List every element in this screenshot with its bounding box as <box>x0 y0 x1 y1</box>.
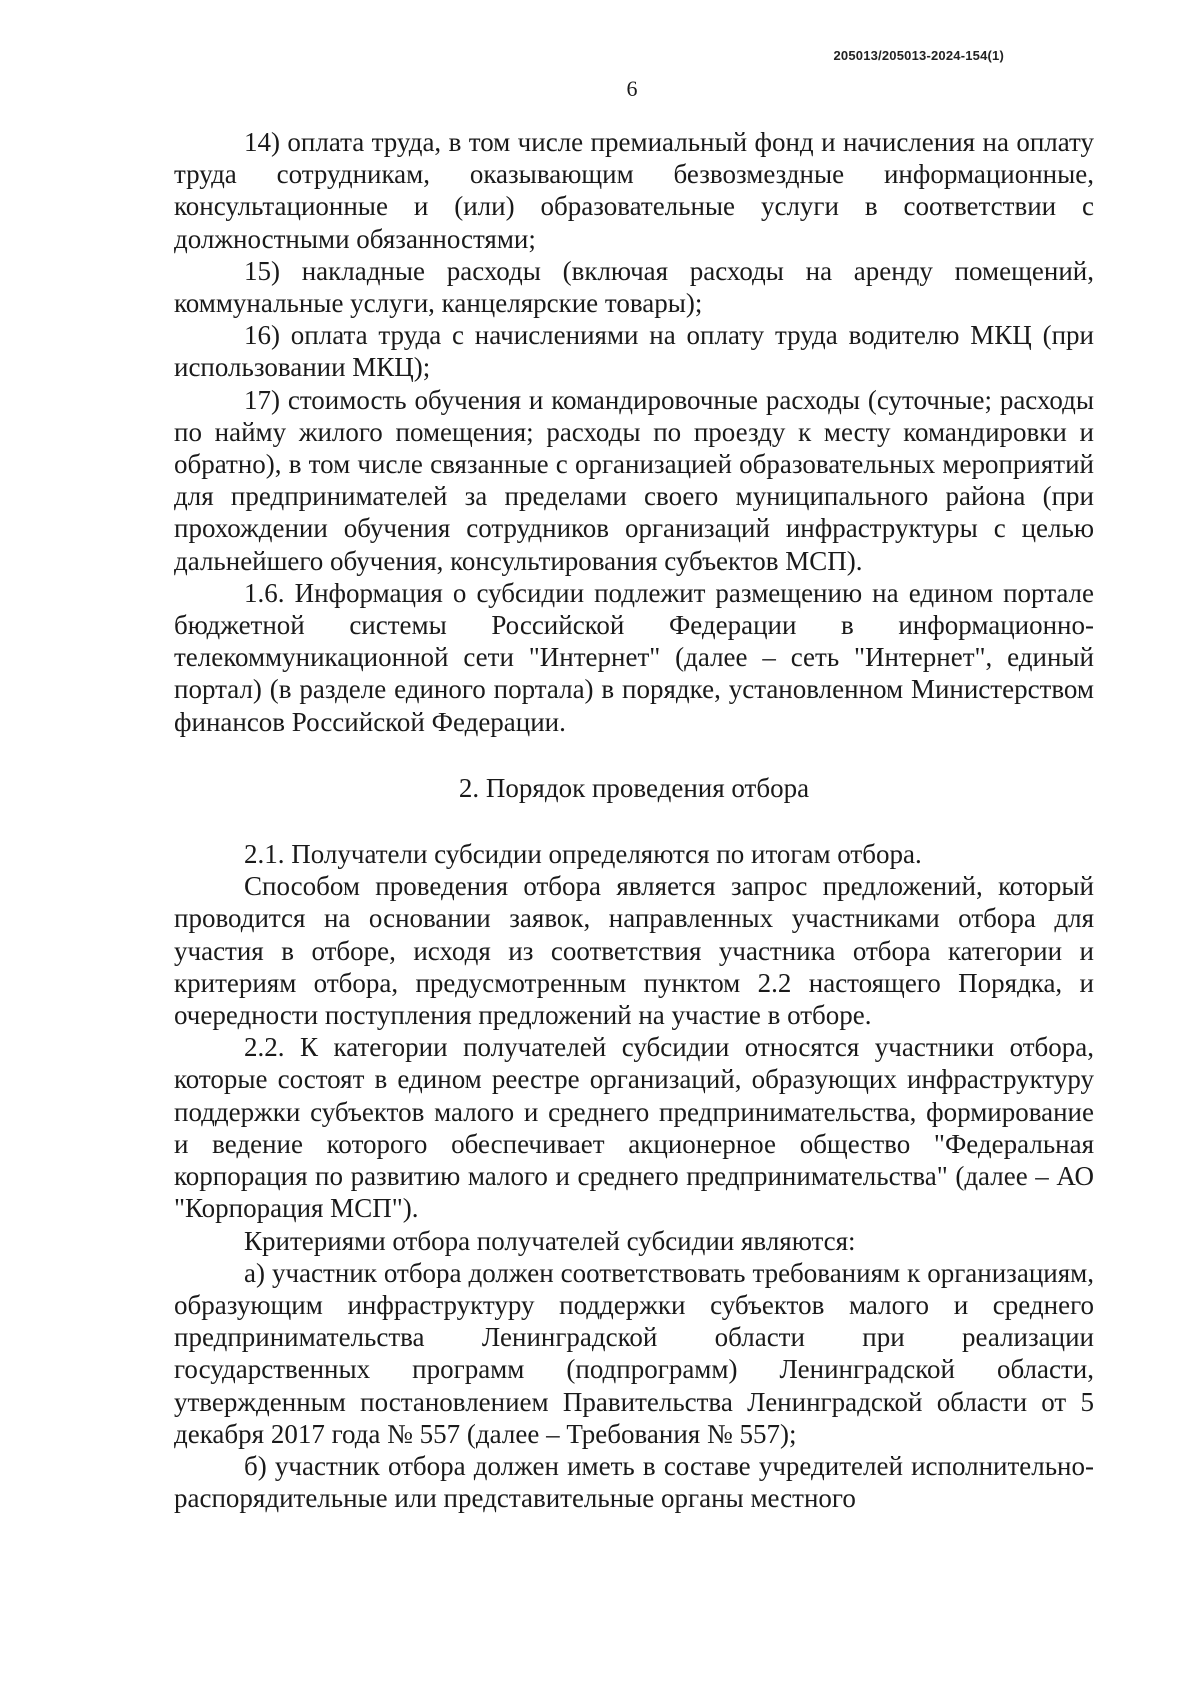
paragraph-item-15: 15) накладные расходы (включая расходы на аренду помещений, коммунальные услуги, канцелярские товары); <box>174 255 1094 319</box>
paragraph-item-14: 14) оплата труда, в том числе премиальный фонд и начисления на оплату труда сотрудникам, оказывающим безвозмездные информационные, консультационные и (или) образовательные услуги в соответствии с должностными обязанностями; <box>174 127 1094 254</box>
paragraph-item-17: 17) стоимость обучения и командировочные расходы (суточные; расходы по найму жилого помещения; расходы по проезду к месту командировки и обратно), в том числе связанные с организацией образовательных мероприятий для предпринимателей за пределами своего муниципального района (при прохождении обучения сотрудников организаций инфраструктуры с целью дальнейшего обучения, консультирования субъектов МСП). <box>174 384 1094 576</box>
document-id: 205013/205013-2024-154(1) <box>833 48 1004 63</box>
paragraph-clause-1-6: 1.6. Информация о субсидии подлежит размещению на едином портале бюджетной системы Российской Федерации в информационно-телекоммуникационной сети "Интернет" (далее – сеть "Интернет", единый портал) (в разделе единого портала) в порядке, установленном Министерством финансов Российской Федерации. <box>174 577 1094 737</box>
document-body <box>174 126 1094 1514</box>
page-number: 6 <box>626 76 638 101</box>
paragraph-criterion-b: б) участник отбора должен иметь в составе учредителей исполнительно-распорядительные или представительные органы местного <box>174 1450 1094 1514</box>
paragraph-criterion-a: а) участник отбора должен соответствовать требованиям к организациям, образующим инфраструктуру поддержки субъектов малого и среднего предпринимательства Ленинградской области при реализации государственных программ (подпрограмм) Ленинградской области, утвержденным постановлением Правительства Ленинградской области от 5 декабря 2017 года № 557 (далее – Требования № 557); <box>174 1257 1094 1449</box>
paragraph-criteria-intro: Критериями отбора получателей субсидии являются: <box>244 1225 856 1256</box>
paragraph-clause-2-2: 2.2. К категории получателей субсидии относятся участники отбора, которые состоят в едином реестре организаций, образующих инфраструктуру поддержки субъектов малого и среднего предпринимательства, формирование и ведение которого обеспечивает акционерное общество "Федеральная корпорация по развитию малого и среднего предпринимательства" (далее – АО "Корпорация МСП"). <box>174 1032 1094 1224</box>
paragraph-selection-method: Способом проведения отбора является запрос предложений, который проводится на основании заявок, направленных участниками отбора для участия в отборе, исходя из соответствия участника отбора категории и критериям отбора, предусмотренным пунктом 2.2 настоящего Порядка, и очередности поступления предложений на участие в отборе. <box>174 871 1094 1031</box>
paragraph-clause-2-1: 2.1. Получатели субсидии определяются по итогам отбора. <box>244 839 922 870</box>
section-heading: 2. Порядок проведения отбора <box>458 772 810 803</box>
paragraph-item-16: 16) оплата труда с начислениями на оплату труда водителю МКЦ (при использовании МКЦ); <box>174 320 1094 383</box>
